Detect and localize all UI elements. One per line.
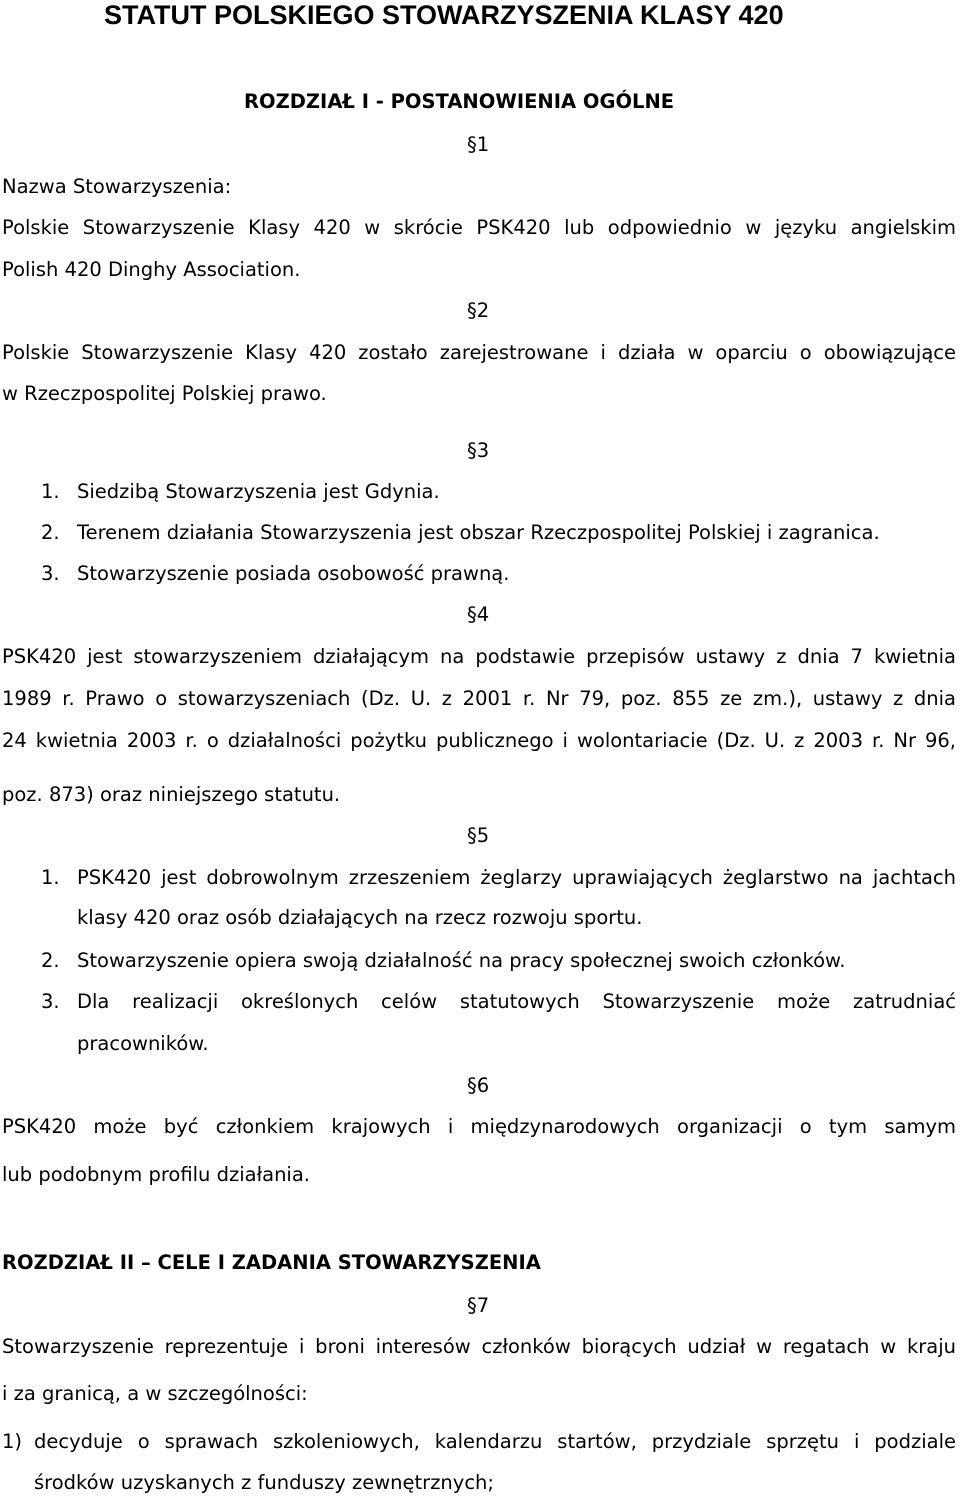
- list-item-text: Stowarzyszenie opiera swoją działalność na pracy społecznej swoich członków.: [77, 949, 846, 972]
- list-item-text: Siedzibą Stowarzyszenia jest Gdynia.: [77, 480, 440, 503]
- list-item-number: 2.: [41, 949, 60, 972]
- section-6-line-1: PSK420 może być członkiem krajowych i międzynarodowych organizacji o tym samym: [2, 1115, 956, 1138]
- list-item-number: 3.: [41, 562, 60, 585]
- section-sign: §: [467, 439, 477, 462]
- list-item-text: decyduje o sprawach szkoleniowych, kalendarzu startów, przydziale sprzętu i podziale: [34, 1430, 956, 1453]
- list-item-number: 2.: [41, 521, 60, 544]
- chapter-2-heading: ROZDZIAŁ II – CELE I ZADANIA STOWARZYSZENIA: [2, 1251, 541, 1274]
- section-3-mark: §3: [467, 439, 490, 462]
- list-item-number: 1): [2, 1430, 23, 1453]
- list-item-text: klasy 420 oraz osób działających na rzecz rozwoju sportu.: [77, 906, 643, 929]
- list-item-text: środków uzyskanych z funduszy zewnętrznych;: [34, 1471, 494, 1494]
- section-5-mark: §5: [467, 824, 490, 847]
- section-4-line-4: poz. 873) oraz niniejszego statutu.: [2, 783, 341, 806]
- list-item-text: Dla realizacji określonych celów statutowych Stowarzyszenie może zatrudniać: [77, 990, 956, 1013]
- section-4-line-3: 24 kwietnia 2003 r. o działalności pożytku publicznego i wolontariacie (Dz. U. z 2003 r. Nr 96,: [2, 729, 956, 752]
- section-sign: §: [467, 603, 477, 626]
- list-item-number: 1.: [41, 866, 60, 889]
- chapter-1-heading: ROZDZIAŁ I - POSTANOWIENIA OGÓLNE: [244, 90, 675, 113]
- document-title: STATUT POLSKIEGO STOWARZYSZENIA KLASY 420: [104, 0, 784, 30]
- section-1-label: Nazwa Stowarzyszenia:: [2, 175, 232, 198]
- section-2-mark: §2: [467, 299, 490, 322]
- list-item-text: pracowników.: [77, 1032, 209, 1055]
- list-item-text: PSK420 jest dobrowolnym zrzeszeniem żeglarzy uprawiających żeglarstwo na jachtach: [77, 866, 956, 889]
- section-sign: §: [467, 824, 477, 847]
- section-2-line-2: w Rzeczpospolitej Polskiej prawo.: [2, 382, 327, 405]
- list-item-number: 1.: [41, 480, 60, 503]
- section-4-line-2: 1989 r. Prawo o stowarzyszeniach (Dz. U. z 2001 r. Nr 79, poz. 855 ze zm.), ustawy z dnia: [2, 687, 956, 710]
- section-sign: §: [467, 1074, 477, 1097]
- section-sign: §: [467, 1294, 477, 1317]
- section-1-mark: §1: [467, 133, 490, 156]
- section-7-mark: §7: [467, 1294, 490, 1317]
- section-2-line-1: Polskie Stowarzyszenie Klasy 420 zostało zarejestrowane i działa w oparciu o obowiązujące: [2, 341, 956, 364]
- section-1-line-1: Polskie Stowarzyszenie Klasy 420 w skrócie PSK420 lub odpowiednio w języku angielskim: [2, 216, 956, 239]
- section-4-line-1: PSK420 jest stowarzyszeniem działającym na podstawie przepisów ustawy z dnia 7 kwietnia: [2, 645, 956, 668]
- section-4-mark: §4: [467, 603, 490, 626]
- section-sign: §: [467, 133, 477, 156]
- section-1-line-2: Polish 420 Dinghy Association.: [2, 258, 301, 281]
- section-6-mark: §6: [467, 1074, 490, 1097]
- list-item-text: Stowarzyszenie posiada osobowość prawną.: [77, 562, 510, 585]
- section-sign: §: [467, 299, 477, 322]
- list-item-text: Terenem działania Stowarzyszenia jest obszar Rzeczpospolitej Polskiej i zagranica.: [77, 521, 880, 544]
- section-6-line-2: lub podobnym profilu działania.: [2, 1163, 310, 1186]
- list-item-number: 3.: [41, 990, 60, 1013]
- section-7-line-1: Stowarzyszenie reprezentuje i broni interesów członków biorących udział w regatach w kraju: [2, 1335, 956, 1358]
- section-7-line-2: i za granicą, a w szczególności:: [2, 1382, 308, 1405]
